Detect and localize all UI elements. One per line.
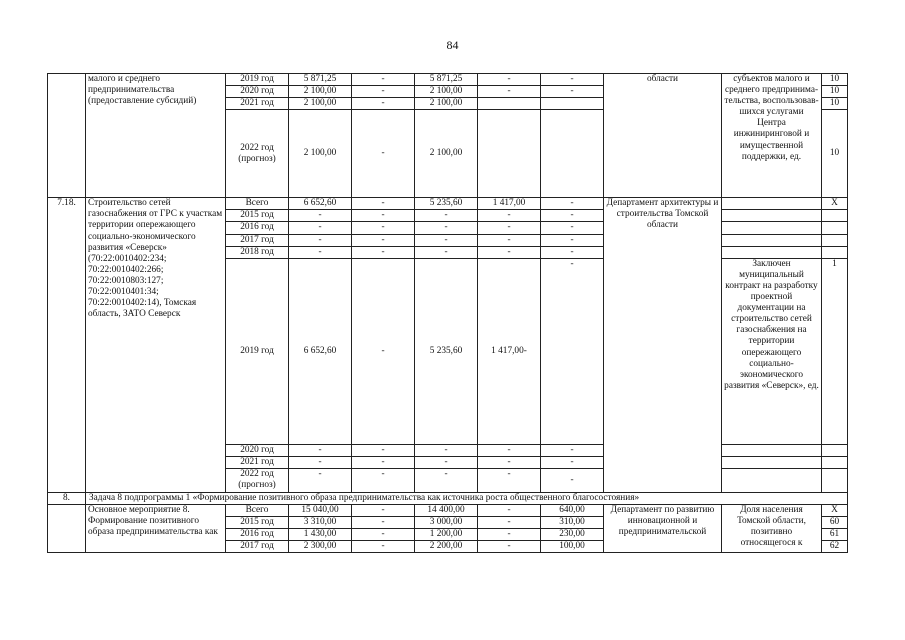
extra-cell: - (541, 258, 604, 444)
local-cell: - (478, 541, 541, 553)
total-cell: - (289, 246, 352, 258)
budget-table (47, 73, 848, 553)
extra-cell: - (541, 456, 604, 468)
federal-cell: - (352, 468, 415, 492)
row-number-cell (48, 74, 86, 198)
indicator-value: 62 (822, 541, 848, 553)
total-cell: 6 652,60 (289, 198, 352, 210)
total-cell: - (289, 456, 352, 468)
extra-cell (541, 98, 604, 110)
extra-cell: - (541, 222, 604, 234)
regional-cell: - (415, 444, 478, 456)
indicator-cell (722, 468, 822, 492)
indicator-value: 10 (822, 110, 848, 198)
year-cell: 2015 год (226, 210, 289, 222)
federal-cell: - (352, 74, 415, 86)
total-cell: - (289, 210, 352, 222)
activity-name: Основное мероприятие 8. Формирование позитивного образа предпринимательства как (86, 505, 226, 553)
regional-cell: - (415, 468, 478, 492)
indicator-value (822, 456, 848, 468)
local-cell (478, 110, 541, 198)
year-cell: 2020 год (226, 444, 289, 456)
local-cell: - (478, 234, 541, 246)
executor-cell: Департамент архитектуры и строительства Томской области (604, 198, 722, 493)
federal-cell: - (352, 541, 415, 553)
extra-cell: - (541, 210, 604, 222)
federal-cell: - (352, 110, 415, 198)
local-cell: 1 417,00- (478, 258, 541, 444)
regional-cell: - (415, 456, 478, 468)
regional-cell: 2 100,00 (415, 110, 478, 198)
total-cell: 15 040,00 (289, 505, 352, 517)
regional-cell: 5 235,60 (415, 198, 478, 210)
task-heading: Задача 8 подпрограммы 1 «Формирование позитивного образа предпринимательства как источника роста общественного благосостояния» (86, 492, 848, 504)
total-cell: 1 430,00 (289, 529, 352, 541)
regional-cell: - (415, 234, 478, 246)
year-cell: 2019 год (226, 74, 289, 86)
regional-cell: 5 871,25 (415, 74, 478, 86)
federal-cell: - (352, 456, 415, 468)
regional-cell: - (415, 210, 478, 222)
local-cell: - (478, 456, 541, 468)
indicator-value: X (822, 198, 848, 210)
activity-name: малого и среднего предпринимательства (предоставление субсидий) (86, 74, 226, 198)
federal-cell: - (352, 234, 415, 246)
local-cell: - (478, 246, 541, 258)
year-cell: 2016 год (226, 529, 289, 541)
regional-cell: 2 200,00 (415, 541, 478, 553)
federal-cell: - (352, 198, 415, 210)
regional-cell: - (415, 222, 478, 234)
extra-cell: - (541, 234, 604, 246)
indicator-value: X (822, 505, 848, 517)
indicator-cell: Заключен муниципальный контракт на разработку проектной документации на строительство сетей газоснабжения на территории опережающего социально-экономического развития «Северск», ед. (722, 258, 822, 444)
indicator-value (822, 468, 848, 492)
row-number-cell (48, 505, 86, 553)
extra-cell: 310,00 (541, 517, 604, 529)
local-cell: - (478, 505, 541, 517)
federal-cell: - (352, 444, 415, 456)
local-cell: - (478, 468, 541, 492)
total-cell: 5 871,25 (289, 74, 352, 86)
regional-cell: 2 100,00 (415, 98, 478, 110)
year-cell: 2022 год (прогноз) (226, 110, 289, 198)
indicator-value: 61 (822, 529, 848, 541)
total-cell: 2 300,00 (289, 541, 352, 553)
local-cell: - (478, 210, 541, 222)
indicator-value (822, 234, 848, 246)
federal-cell: - (352, 517, 415, 529)
federal-cell: - (352, 258, 415, 444)
regional-cell: 14 400,00 (415, 505, 478, 517)
local-cell: - (478, 86, 541, 98)
activity-name: Строительство сетей газоснабжения от ГРС к участкам территории опережающего социально-экономического развития «Северск» (70:22:0010402:234; 70:22:0010402:266; 70:22:0010803:127; 70:22:0010401:34; 70:22:0010402:14), Томская область, ЗАТО Северск (86, 198, 226, 493)
year-cell: 2017 год (226, 234, 289, 246)
executor-cell: области (604, 74, 722, 198)
total-cell: 2 100,00 (289, 98, 352, 110)
extra-cell: - (541, 444, 604, 456)
row-number-cell: 8. (48, 492, 86, 504)
federal-cell: - (352, 529, 415, 541)
total-cell: 2 100,00 (289, 86, 352, 98)
total-cell: 3 310,00 (289, 517, 352, 529)
local-cell: - (478, 74, 541, 86)
table-row (48, 198, 848, 210)
local-cell: 1 417,00 (478, 198, 541, 210)
year-cell: 2022 год (прогноз) (226, 468, 289, 492)
year-cell: 2015 год (226, 517, 289, 529)
indicator-cell: субъектов малого и среднего предпринима-тельства, воспользовав-шихся услугами Центра инжиниринговой и имущественной поддержки, ед. (722, 74, 822, 198)
year-cell: Всего (226, 505, 289, 517)
extra-cell: - (541, 86, 604, 98)
table-row (48, 492, 848, 504)
table-row (48, 74, 848, 86)
indicator-value (822, 444, 848, 456)
indicator-cell (722, 210, 822, 222)
indicator-cell (722, 246, 822, 258)
year-cell: 2018 год (226, 246, 289, 258)
year-cell: 2019 год (226, 258, 289, 444)
indicator-cell (722, 222, 822, 234)
indicator-value: 10 (822, 98, 848, 110)
extra-cell: 100,00 (541, 541, 604, 553)
extra-cell: - (541, 246, 604, 258)
year-cell: 2021 год (226, 456, 289, 468)
federal-cell: - (352, 98, 415, 110)
year-cell: 2020 год (226, 86, 289, 98)
federal-cell: - (352, 246, 415, 258)
extra-cell: - (541, 468, 604, 492)
indicator-value (822, 246, 848, 258)
local-cell: - (478, 222, 541, 234)
indicator-cell (722, 198, 822, 210)
local-cell: - (478, 517, 541, 529)
indicator-value (822, 210, 848, 222)
indicator-cell (722, 234, 822, 246)
extra-cell: 230,00 (541, 529, 604, 541)
regional-cell: 1 200,00 (415, 529, 478, 541)
page-number: 84 (446, 38, 459, 52)
indicator-cell: Доля населения Томской области, позитивно относящегося к (722, 505, 822, 553)
federal-cell: - (352, 222, 415, 234)
regional-cell: 5 235,60 (415, 258, 478, 444)
extra-cell: - (541, 198, 604, 210)
indicator-value: 1 (822, 258, 848, 444)
table-row (48, 505, 848, 517)
indicator-value: 60 (822, 517, 848, 529)
local-cell: - (478, 529, 541, 541)
indicator-value: 10 (822, 74, 848, 86)
total-cell: - (289, 444, 352, 456)
regional-cell: 2 100,00 (415, 86, 478, 98)
year-cell: Всего (226, 198, 289, 210)
total-cell: - (289, 222, 352, 234)
local-cell: - (478, 444, 541, 456)
total-cell: - (289, 234, 352, 246)
indicator-cell (722, 456, 822, 468)
extra-cell (541, 110, 604, 198)
executor-cell: Департамент по развитию инновационной и предпринимательской (604, 505, 722, 553)
extra-cell: - (541, 74, 604, 86)
extra-cell: 640,00 (541, 505, 604, 517)
total-cell: 6 652,60 (289, 258, 352, 444)
total-cell: - (289, 468, 352, 492)
year-cell: 2016 год (226, 222, 289, 234)
indicator-value: 10 (822, 86, 848, 98)
regional-cell: 3 000,00 (415, 517, 478, 529)
indicator-value (822, 222, 848, 234)
year-cell: 2017 год (226, 541, 289, 553)
federal-cell: - (352, 210, 415, 222)
row-number-cell: 7.18. (48, 198, 86, 493)
year-cell: 2021 год (226, 98, 289, 110)
local-cell (478, 98, 541, 110)
federal-cell: - (352, 505, 415, 517)
indicator-cell (722, 444, 822, 456)
regional-cell: - (415, 246, 478, 258)
federal-cell: - (352, 86, 415, 98)
total-cell: 2 100,00 (289, 110, 352, 198)
